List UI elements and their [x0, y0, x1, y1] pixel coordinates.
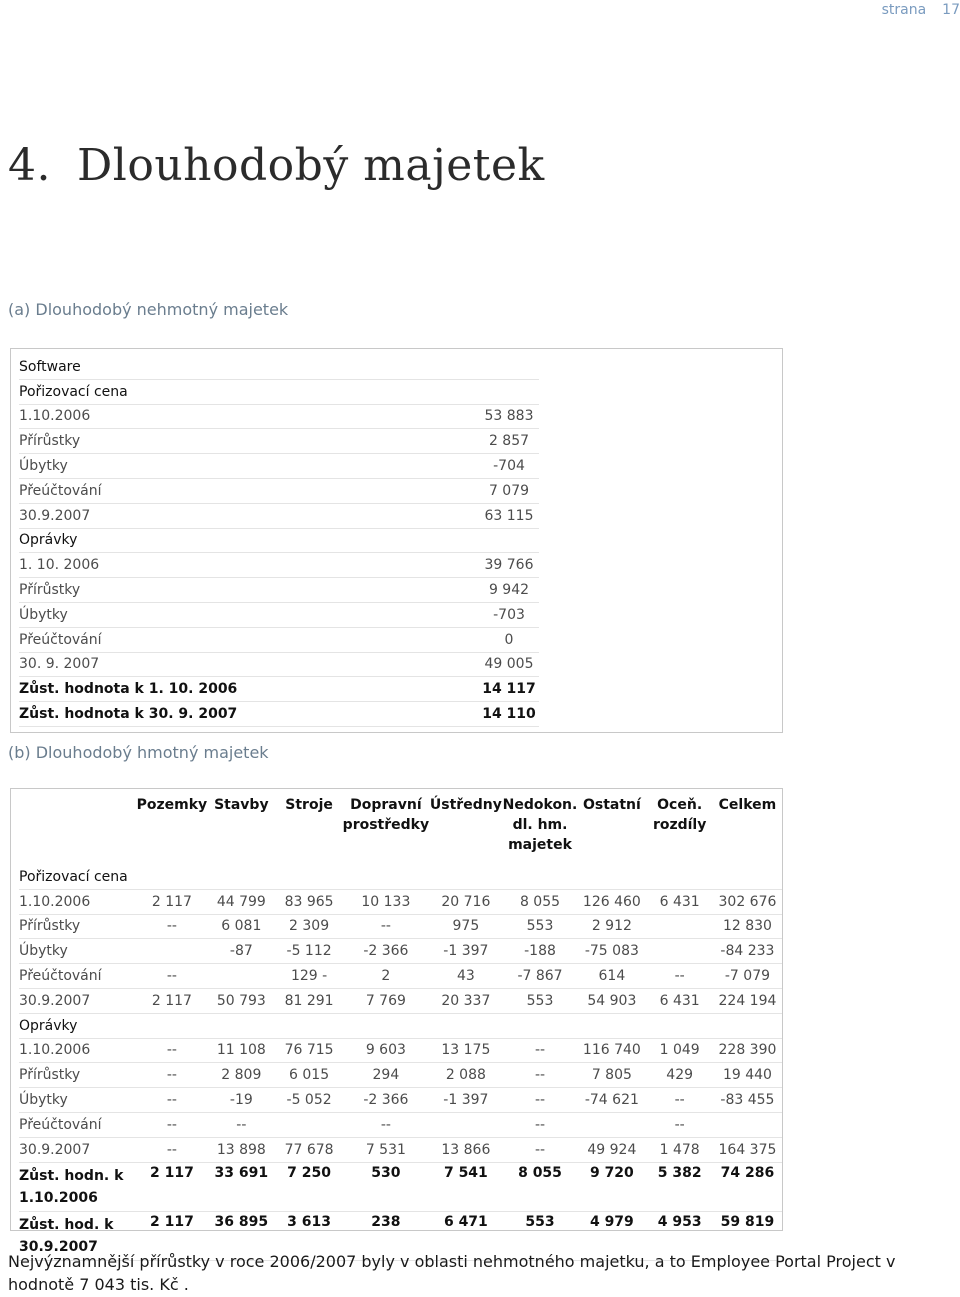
row-value: -703 — [479, 602, 539, 627]
table-cell: 6 431 — [646, 988, 713, 1013]
intangible-assets-table — [10, 348, 783, 733]
table-cell: -- — [137, 964, 208, 989]
table-cell: 10 133 — [343, 889, 429, 914]
row-label: 1.10.2006 — [19, 1038, 137, 1063]
table-cell: 20 337 — [429, 988, 503, 1013]
table-cell: 2 — [343, 964, 429, 989]
table-row — [19, 1137, 782, 1162]
header-corner — [19, 795, 137, 865]
row-label: Přeúčtování — [19, 627, 479, 652]
section-a-heading: (a) Dlouhodobý nehmotný majetek — [8, 300, 289, 319]
table-cell — [429, 1013, 503, 1038]
table-cell — [276, 1112, 343, 1137]
table-cell: 224 194 — [713, 988, 782, 1013]
table-row — [19, 865, 782, 889]
row-value: -704 — [479, 454, 539, 479]
table-cell: 33 691 — [207, 1162, 275, 1211]
table-cell — [646, 865, 713, 889]
row-label: Přírůstky — [19, 914, 137, 939]
table-cell — [276, 865, 343, 889]
table-cell: -19 — [207, 1088, 275, 1113]
row-value: 53 883 — [479, 404, 539, 429]
table-row — [19, 914, 782, 939]
table-cell — [577, 865, 646, 889]
table-cell: 7 541 — [429, 1162, 503, 1211]
row-label: Přírůstky — [19, 1063, 137, 1088]
table-row — [19, 553, 539, 578]
table-cell: 8 055 — [503, 889, 578, 914]
table-row — [19, 1162, 782, 1211]
table-cell: 74 286 — [713, 1162, 782, 1211]
table-cell: 238 — [343, 1211, 429, 1260]
table-cell — [137, 1013, 208, 1038]
row-value: 2 857 — [479, 429, 539, 454]
table-cell: -- — [646, 1088, 713, 1113]
table-cell — [429, 865, 503, 889]
row-label: Zůst. hodn. k 1.10.2006 — [19, 1162, 137, 1211]
table-cell: 2 809 — [207, 1063, 275, 1088]
table-cell: 13 898 — [207, 1137, 275, 1162]
table-cell: 429 — [646, 1063, 713, 1088]
tangible-assets-table — [10, 788, 783, 1255]
column-header: Celkem — [718, 797, 777, 813]
row-label: Pořizovací cena — [19, 379, 479, 404]
table-cell: 83 965 — [276, 889, 343, 914]
table-cell: 12 830 — [713, 914, 782, 939]
table-cell: -- — [343, 914, 429, 939]
table-cell — [713, 1112, 782, 1137]
table-cell: -188 — [503, 939, 578, 964]
row-label: 1.10.2006 — [19, 404, 479, 429]
table-cell: 2 117 — [137, 889, 208, 914]
row-label: Oprávky — [19, 1013, 137, 1038]
table-cell — [137, 939, 208, 964]
table-cell — [503, 865, 578, 889]
table-row — [19, 939, 782, 964]
table-cell: 4 953 — [646, 1211, 713, 1260]
table-row — [19, 528, 539, 553]
table-cell: 2 309 — [276, 914, 343, 939]
table-row — [19, 964, 782, 989]
table-cell: -- — [137, 1137, 208, 1162]
table-cell: -1 397 — [429, 1088, 503, 1113]
table-row — [19, 404, 539, 429]
row-label: Přeúčtování — [19, 1112, 137, 1137]
table-cell — [646, 939, 713, 964]
column-header: Nedokon. dl. hm. majetek — [502, 797, 578, 853]
table-row — [19, 1038, 782, 1063]
row-value: 9 942 — [479, 578, 539, 603]
chapter-title: Dlouhodobý majetek — [76, 140, 545, 191]
table-cell: -5 052 — [276, 1088, 343, 1113]
table-cell: 76 715 — [276, 1038, 343, 1063]
table-cell: 11 108 — [207, 1038, 275, 1063]
table-cell: -75 083 — [577, 939, 646, 964]
table-cell: -83 455 — [713, 1088, 782, 1113]
table-cell: 975 — [429, 914, 503, 939]
table-cell — [207, 964, 275, 989]
table-cell: 49 924 — [577, 1137, 646, 1162]
page-number — [882, 2, 960, 18]
table-cell — [713, 1013, 782, 1038]
row-label: Zůst. hod. k 30.9.2007 — [19, 1211, 137, 1260]
row-label: 30.9.2007 — [19, 988, 137, 1013]
table-cell: 6 431 — [646, 889, 713, 914]
table-cell: 6 471 — [429, 1211, 503, 1260]
table-cell: -2 366 — [343, 1088, 429, 1113]
table-cell: 7 250 — [276, 1162, 343, 1211]
table-cell: -84 233 — [713, 939, 782, 964]
row-label: 30.9.2007 — [19, 1137, 137, 1162]
table-cell: -74 621 — [577, 1088, 646, 1113]
table-cell: 302 676 — [713, 889, 782, 914]
row-value: 63 115 — [479, 503, 539, 528]
column-header: Dopravní prostředky — [342, 797, 430, 833]
table-row — [19, 677, 539, 702]
table-row — [19, 889, 782, 914]
page-label: strana — [881, 2, 927, 18]
table-cell: -2 366 — [343, 939, 429, 964]
table-cell: 8 055 — [503, 1162, 578, 1211]
chapter-number: 4. — [8, 140, 51, 191]
table-cell: 116 740 — [577, 1038, 646, 1063]
table-cell: -- — [503, 1088, 578, 1113]
table-row — [19, 1112, 782, 1137]
row-value: 0 — [479, 627, 539, 652]
table-cell: -- — [137, 914, 208, 939]
table-cell: 7 531 — [343, 1137, 429, 1162]
table-cell: 13 866 — [429, 1137, 503, 1162]
table-cell: 7 805 — [577, 1063, 646, 1088]
table-cell: -87 — [207, 939, 275, 964]
table-cell: 2 912 — [577, 914, 646, 939]
column-header: Stavby — [214, 797, 269, 813]
table-cell: 13 175 — [429, 1038, 503, 1063]
row-label: Úbytky — [19, 602, 479, 627]
table-row — [19, 355, 539, 379]
table-cell: 4 979 — [577, 1211, 646, 1260]
row-label: Zůst. hodnota k 1. 10. 2006 — [19, 677, 479, 702]
table-cell: 530 — [343, 1162, 429, 1211]
row-label: Software — [19, 355, 479, 379]
table-cell: 9 603 — [343, 1038, 429, 1063]
table-row — [19, 652, 539, 677]
table-cell: 5 382 — [646, 1162, 713, 1211]
row-value: 7 079 — [479, 478, 539, 503]
table-cell — [276, 1013, 343, 1038]
column-header: Ostatní — [582, 797, 641, 813]
table-cell: -- — [207, 1112, 275, 1137]
table-cell — [207, 1013, 275, 1038]
table-cell: 553 — [503, 914, 578, 939]
table-cell: 2 117 — [137, 1162, 208, 1211]
table-cell: -7 867 — [503, 964, 578, 989]
column-header: Pozemky — [136, 797, 208, 813]
row-value: 14 110 — [479, 702, 539, 727]
table-cell — [207, 865, 275, 889]
table-row — [19, 988, 782, 1013]
row-label: 1.10.2006 — [19, 889, 137, 914]
table-cell: -- — [137, 1063, 208, 1088]
table-row — [19, 627, 539, 652]
table-cell — [137, 865, 208, 889]
row-label: Oprávky — [19, 528, 479, 553]
table-row — [19, 578, 539, 603]
table-cell: 553 — [503, 1211, 578, 1260]
row-value: 14 117 — [479, 677, 539, 702]
table-row — [19, 454, 539, 479]
row-label: Pořizovací cena — [19, 865, 137, 889]
row-value — [479, 528, 539, 553]
table-row — [19, 429, 539, 454]
table-cell — [343, 865, 429, 889]
column-header: Stroje — [285, 797, 333, 813]
row-label: Zůst. hodnota k 30. 9. 2007 — [19, 702, 479, 727]
row-label: Úbytky — [19, 454, 479, 479]
table-row — [19, 702, 539, 727]
table-cell: 1 478 — [646, 1137, 713, 1162]
table-row — [19, 1013, 782, 1038]
table-cell: -- — [503, 1137, 578, 1162]
table-cell: -- — [343, 1112, 429, 1137]
table-row — [19, 503, 539, 528]
table-cell: -5 112 — [276, 939, 343, 964]
table-cell: 2 117 — [137, 1211, 208, 1260]
table-cell: 9 720 — [577, 1162, 646, 1211]
note-paragraph: Nejvýznamnější přírůstky v roce 2006/2007 byly v oblasti nehmotného majetku, a to Employee Portal Project v hodnotě 7 043 tis. Kč . — [8, 1252, 896, 1294]
page-title — [8, 140, 545, 191]
row-label: Přírůstky — [19, 429, 479, 454]
row-value — [479, 355, 539, 379]
table-cell: 77 678 — [276, 1137, 343, 1162]
table-cell: -- — [503, 1063, 578, 1088]
table-cell — [713, 865, 782, 889]
table-cell: -- — [503, 1038, 578, 1063]
table-cell: 81 291 — [276, 988, 343, 1013]
table-cell: -- — [137, 1088, 208, 1113]
table-cell: 44 799 — [207, 889, 275, 914]
table-cell: 3 613 — [276, 1211, 343, 1260]
row-label: 30. 9. 2007 — [19, 652, 479, 677]
table-cell: 2 117 — [137, 988, 208, 1013]
table-cell: 164 375 — [713, 1137, 782, 1162]
row-label: Přeúčtování — [19, 964, 137, 989]
row-label: Úbytky — [19, 1088, 137, 1113]
row-value: 49 005 — [479, 652, 539, 677]
table-cell — [503, 1013, 578, 1038]
table-cell: 129 - — [276, 964, 343, 989]
table-cell: 2 088 — [429, 1063, 503, 1088]
table-cell: 19 440 — [713, 1063, 782, 1088]
table-cell: -- — [646, 1112, 713, 1137]
table-cell: 59 819 — [713, 1211, 782, 1260]
table-row — [19, 379, 539, 404]
table-cell: 553 — [503, 988, 578, 1013]
row-label: Úbytky — [19, 939, 137, 964]
table-cell: 6 015 — [276, 1063, 343, 1088]
table-cell: 614 — [577, 964, 646, 989]
row-label: Přeúčtování — [19, 478, 479, 503]
table-cell: 126 460 — [577, 889, 646, 914]
table-cell: 20 716 — [429, 889, 503, 914]
table-cell: 7 769 — [343, 988, 429, 1013]
row-value — [479, 379, 539, 404]
table-cell — [577, 1013, 646, 1038]
table-row — [19, 1063, 782, 1088]
row-label: 1. 10. 2006 — [19, 553, 479, 578]
table-cell: 36 895 — [207, 1211, 275, 1260]
table-cell: 1 049 — [646, 1038, 713, 1063]
table-cell — [646, 914, 713, 939]
table-cell: 50 793 — [207, 988, 275, 1013]
table-row — [19, 478, 539, 503]
table-cell: 54 903 — [577, 988, 646, 1013]
table-cell — [429, 1112, 503, 1137]
column-header: Ústředny — [429, 797, 502, 813]
table-cell: 228 390 — [713, 1038, 782, 1063]
table-cell: 6 081 — [207, 914, 275, 939]
table-cell: -- — [503, 1112, 578, 1137]
table-cell: 294 — [343, 1063, 429, 1088]
table-cell: -- — [646, 964, 713, 989]
page-num: 17 — [942, 2, 960, 18]
table-cell — [646, 1013, 713, 1038]
table-cell — [577, 1112, 646, 1137]
table-cell: 43 — [429, 964, 503, 989]
table-row — [19, 1088, 782, 1113]
table-row — [19, 602, 539, 627]
row-label: Přírůstky — [19, 578, 479, 603]
table-cell — [343, 1013, 429, 1038]
column-header: Oceň. rozdíly — [652, 797, 707, 833]
table-cell: -- — [137, 1038, 208, 1063]
section-b-heading: (b) Dlouhodobý hmotný majetek — [8, 743, 269, 762]
row-value: 39 766 — [479, 553, 539, 578]
table-cell: -7 079 — [713, 964, 782, 989]
row-label: 30.9.2007 — [19, 503, 479, 528]
table-cell: -1 397 — [429, 939, 503, 964]
table-cell: -- — [137, 1112, 208, 1137]
